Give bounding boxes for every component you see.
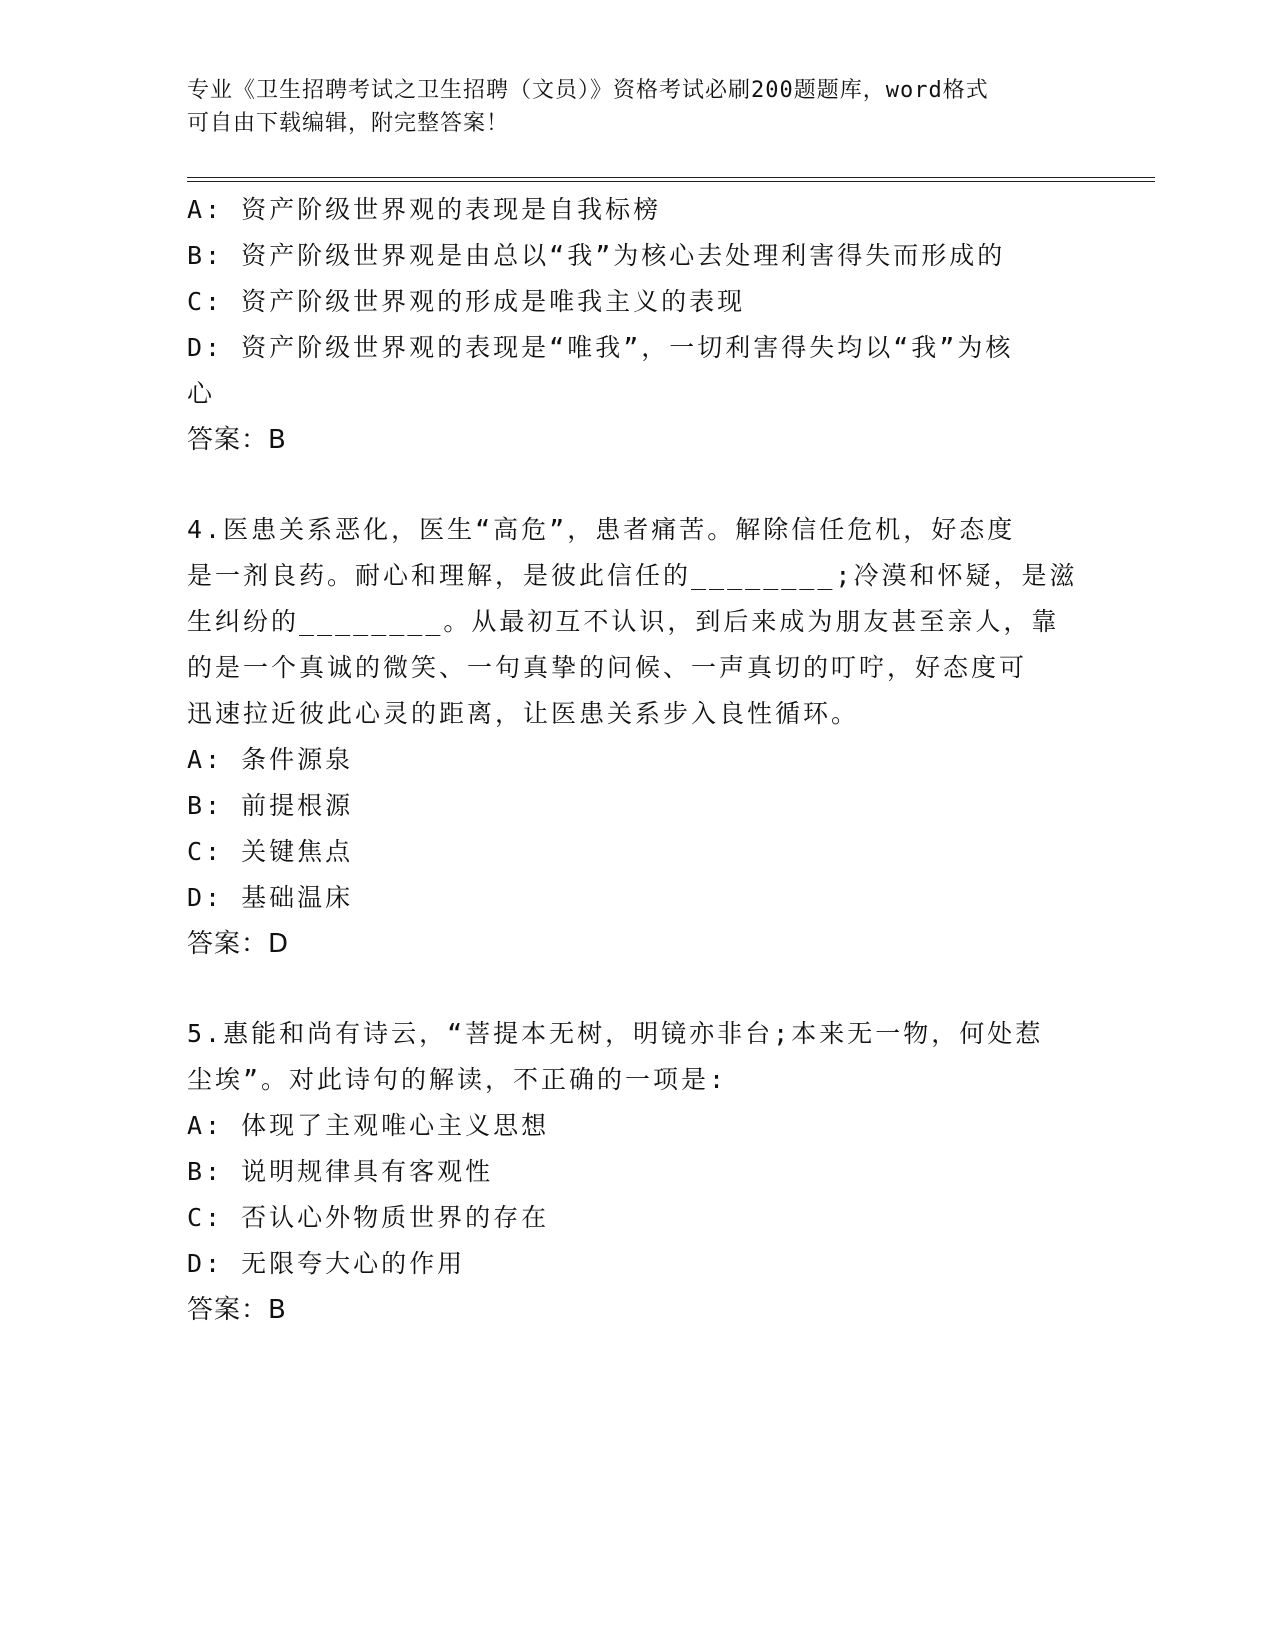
answer-label: 答案：D bbox=[187, 929, 290, 959]
option-a: A: 体现了主观唯心主义思想 bbox=[187, 1111, 550, 1140]
option-c: C: 资产阶级世界观的形成是唯我主义的表现 bbox=[187, 287, 746, 316]
header-title-line-2: 可自由下载编辑，附完整答案！ bbox=[187, 111, 510, 136]
option-c: C: 关键焦点 bbox=[187, 837, 354, 866]
option-d: D: 资产阶级世界观的表现是“唯我”，一切利害得失均以“我”为核 bbox=[187, 333, 1014, 362]
question-3 bbox=[187, 187, 1067, 463]
option-b: B: 前提根源 bbox=[187, 791, 354, 820]
question-stem-line: 迅速拉近彼此心灵的距离，让医患关系步入良性循环。 bbox=[187, 699, 860, 728]
option-d-continued: 心 bbox=[187, 379, 216, 408]
option-d: D: 基础温床 bbox=[187, 883, 354, 912]
question-spacer bbox=[187, 967, 1067, 1011]
option-a: A: 资产阶级世界观的表现是自我标榜 bbox=[187, 195, 662, 224]
document-header bbox=[187, 74, 1067, 140]
question-stem-line: 的是一个真诚的微笑、一句真挚的问候、一声真切的叮咛，好态度可 bbox=[187, 653, 1028, 682]
answer-label: 答案：B bbox=[187, 1295, 287, 1325]
question-stem-line: 尘埃”。对此诗句的解读，不正确的一项是: bbox=[187, 1065, 728, 1094]
question-spacer bbox=[187, 463, 1067, 507]
answer-label: 答案：B bbox=[187, 425, 287, 455]
option-a: A: 条件源泉 bbox=[187, 745, 354, 774]
question-stem-line: 是一剂良药。耐心和理解，是彼此信任的________;冷漠和怀疑，是滋 bbox=[187, 561, 1078, 590]
question-stem-line: 5.惠能和尚有诗云，“菩提本无树，明镜亦非台;本来无一物，何处惹 bbox=[187, 1019, 1044, 1048]
question-list bbox=[187, 187, 1078, 1333]
header-title-line-1: 专业《卫生招聘考试之卫生招聘（文员）》资格考试必刷200题题库，word格式 bbox=[187, 78, 989, 103]
option-b: B: 说明规律具有客观性 bbox=[187, 1157, 494, 1186]
option-b: B: 资产阶级世界观是由总以“我”为核心去处理利害得失而形成的 bbox=[187, 241, 1006, 270]
question-5 bbox=[187, 1011, 1067, 1333]
option-c: C: 否认心外物质世界的存在 bbox=[187, 1203, 550, 1232]
question-stem-line: 4.医患关系恶化，医生“高危”，患者痛苦。解除信任危机，好态度 bbox=[187, 515, 1016, 544]
option-d: D: 无限夸大心的作用 bbox=[187, 1249, 466, 1278]
header-divider bbox=[187, 177, 1155, 182]
question-4 bbox=[187, 507, 1078, 967]
question-stem-line: 生纠纷的________。从最初互不认识，到后来成为朋友甚至亲人，靠 bbox=[187, 607, 1060, 636]
